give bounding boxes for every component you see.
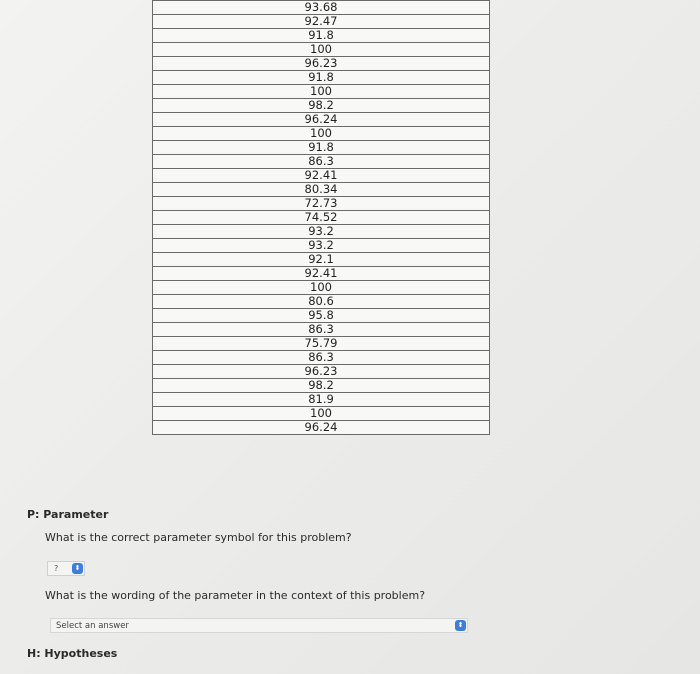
table-row xyxy=(153,379,490,393)
table-cell: 81.9 xyxy=(153,393,490,407)
table-cell: 74.52 xyxy=(153,211,490,225)
table-cell: 93.2 xyxy=(153,225,490,239)
parameter-wording-select[interactable] xyxy=(50,618,468,633)
table-row xyxy=(153,295,490,309)
table-cell: 96.23 xyxy=(153,57,490,71)
dropdown-arrow-icon: ⬍ xyxy=(455,620,466,631)
table-row xyxy=(153,393,490,407)
table-cell: 96.24 xyxy=(153,421,490,435)
parameter-symbol-select-value: ? xyxy=(54,564,59,573)
table-cell: 91.8 xyxy=(153,29,490,43)
table-cell: 92.1 xyxy=(153,253,490,267)
table-cell: 92.41 xyxy=(153,267,490,281)
table-cell: 80.6 xyxy=(153,295,490,309)
table-row xyxy=(153,1,490,15)
table-row xyxy=(153,113,490,127)
table-row xyxy=(153,141,490,155)
table-row xyxy=(153,169,490,183)
table-row xyxy=(153,365,490,379)
data-table xyxy=(152,0,490,435)
table-row xyxy=(153,85,490,99)
table-cell: 92.47 xyxy=(153,15,490,29)
table-row xyxy=(153,183,490,197)
table-cell: 100 xyxy=(153,407,490,421)
table-row xyxy=(153,127,490,141)
table-row xyxy=(153,323,490,337)
table-row xyxy=(153,43,490,57)
table-row xyxy=(153,281,490,295)
table-row xyxy=(153,337,490,351)
table-row xyxy=(153,407,490,421)
parameter-symbol-select[interactable] xyxy=(47,561,85,576)
table-cell: 93.2 xyxy=(153,239,490,253)
table-cell: 86.3 xyxy=(153,323,490,337)
table-row xyxy=(153,351,490,365)
table-cell: 95.8 xyxy=(153,309,490,323)
table-row xyxy=(153,99,490,113)
parameter-section-label: P: Parameter xyxy=(27,508,109,521)
table-cell: 100 xyxy=(153,85,490,99)
data-table-body xyxy=(153,1,490,435)
hypotheses-section-label: H: Hypotheses xyxy=(27,647,118,660)
table-row xyxy=(153,225,490,239)
parameter-wording-question: What is the wording of the parameter in the context of this problem? xyxy=(45,589,426,602)
table-row xyxy=(153,309,490,323)
table-row xyxy=(153,71,490,85)
dropdown-arrow-icon: ⬍ xyxy=(72,563,83,574)
table-row xyxy=(153,267,490,281)
table-row xyxy=(153,155,490,169)
table-cell: 86.3 xyxy=(153,351,490,365)
table-cell: 91.8 xyxy=(153,71,490,85)
table-cell: 96.23 xyxy=(153,365,490,379)
table-cell: 100 xyxy=(153,281,490,295)
table-cell: 91.8 xyxy=(153,141,490,155)
table-cell: 86.3 xyxy=(153,155,490,169)
table-row xyxy=(153,29,490,43)
table-cell: 98.2 xyxy=(153,99,490,113)
parameter-symbol-question: What is the correct parameter symbol for this problem? xyxy=(45,531,352,544)
table-cell: 100 xyxy=(153,127,490,141)
table-cell: 72.73 xyxy=(153,197,490,211)
table-cell: 98.2 xyxy=(153,379,490,393)
table-row xyxy=(153,15,490,29)
table-cell: 93.68 xyxy=(153,1,490,15)
table-row xyxy=(153,57,490,71)
table-row xyxy=(153,421,490,435)
table-row xyxy=(153,197,490,211)
data-table-container xyxy=(152,0,490,435)
table-cell: 75.79 xyxy=(153,337,490,351)
table-row xyxy=(153,253,490,267)
parameter-wording-select-placeholder: Select an answer xyxy=(56,621,129,631)
table-row xyxy=(153,239,490,253)
table-cell: 92.41 xyxy=(153,169,490,183)
table-cell: 96.24 xyxy=(153,113,490,127)
table-cell: 100 xyxy=(153,43,490,57)
table-cell: 80.34 xyxy=(153,183,490,197)
table-row xyxy=(153,211,490,225)
